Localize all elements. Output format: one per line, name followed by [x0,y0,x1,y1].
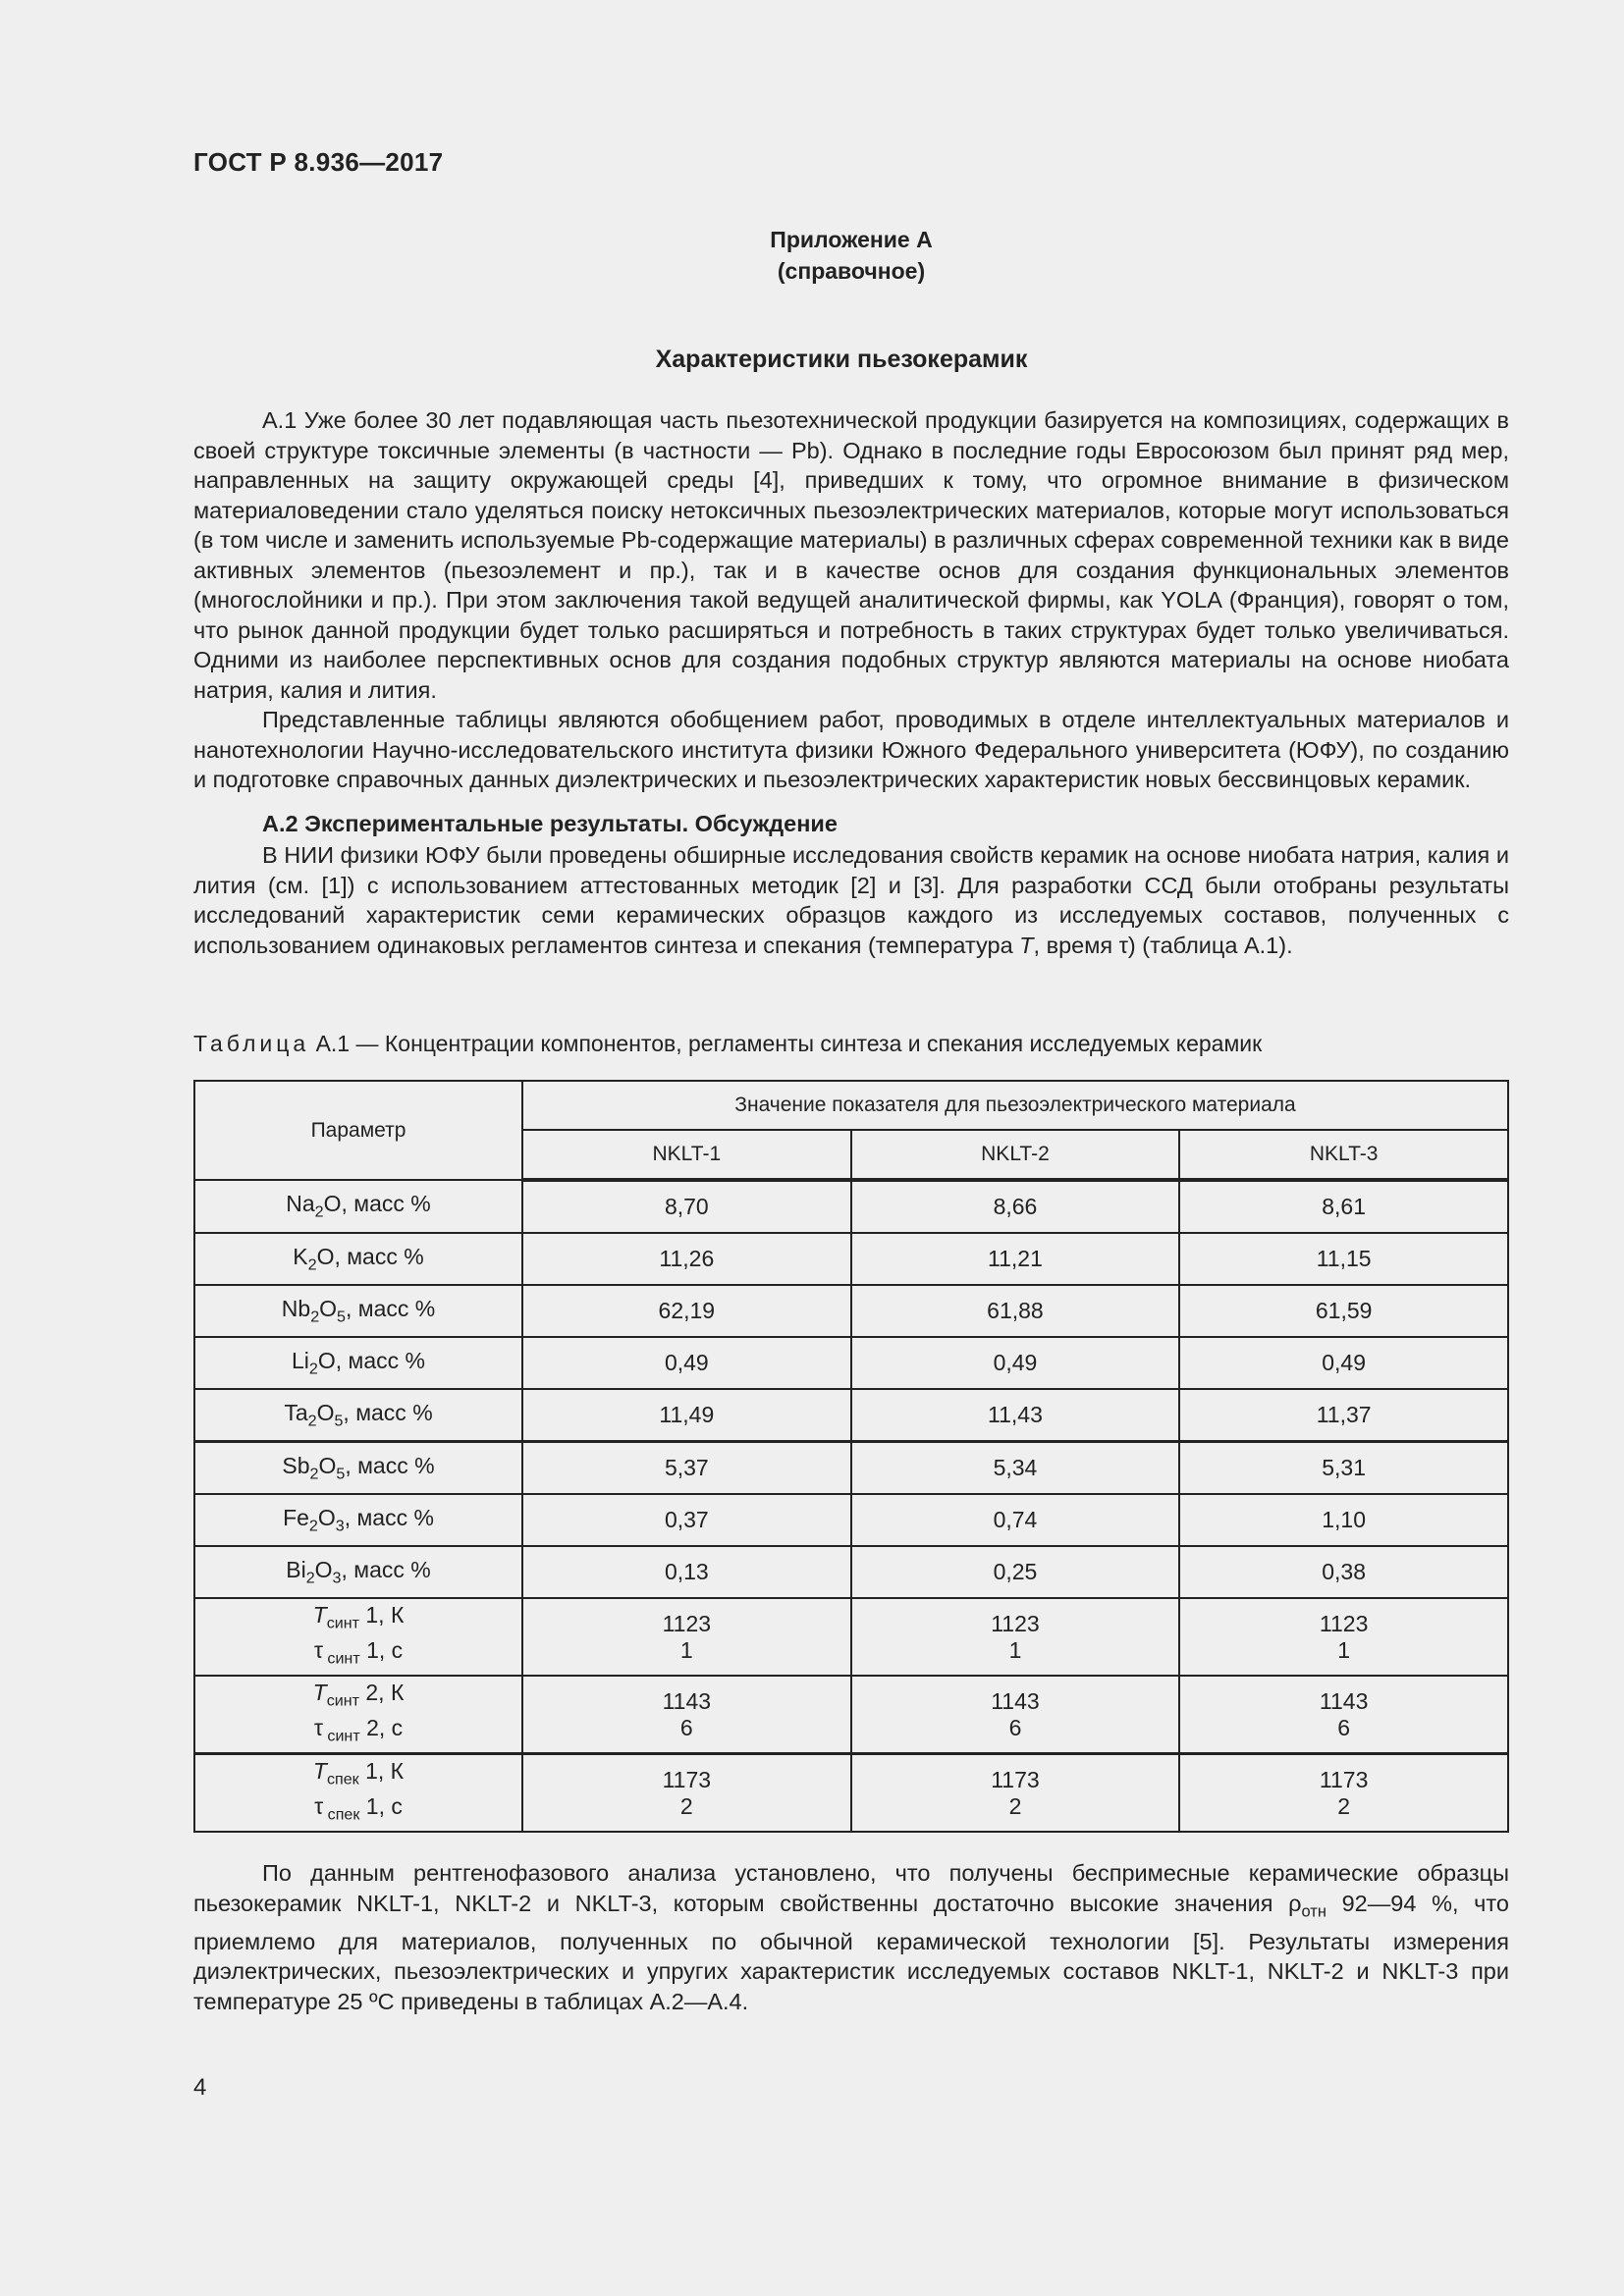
value-cell: 1123 1 [851,1598,1180,1676]
table-caption-label: Таблица [193,1031,310,1056]
value-cell: 8,70 [522,1180,851,1233]
param-cell: $Ta_2O_5$, масс % [194,1389,522,1442]
document-code: ГОСТ Р 8.936—2017 [193,147,444,177]
param-cell: $T_{синт}$ 2, К τ $_{синт}$ 2, с [194,1676,522,1754]
value-cell: 1143 6 [1179,1676,1508,1754]
param-header: Параметр [194,1081,522,1180]
value-cell: 11,26 [522,1233,851,1285]
value-cell: 1143 6 [851,1676,1180,1754]
value-cell: 61,59 [1179,1285,1508,1337]
appendix-heading [0,224,1624,287]
value-cell: 0,38 [1179,1546,1508,1598]
symbol-time: τ [1118,932,1128,958]
paragraph-final [193,1858,1509,2016]
symbol-density: ρ [1288,1890,1302,1916]
table-row [194,1676,1508,1754]
intro-section [193,405,1509,960]
appendix-type: (справочное) [777,258,926,284]
value-cell: 1173 2 [1179,1754,1508,1833]
value-cell: 0,13 [522,1546,851,1598]
param-cell: $Nb_2O_5$, масс % [194,1285,522,1337]
value-cell: 5,34 [851,1442,1180,1495]
value-cell: 11,49 [522,1389,851,1442]
paragraph-final-end: 92—94 %, что приемлемо для материалов, полученных по обычной керамической технологии [5]. Результаты измерения диэлектрических, пьезоэлектрических и упругих характеристик исследуемых составов NKLT-1, NKLT-2 и NKLT-3 при температуре 25 ºС приведены в таблицах А.2—А.4. [193,1890,1509,2014]
paragraph-a2-text: В НИИ физики ЮФУ были проведены обширные исследования свойств керамик на основе ниобата натрия, калия и лития (см. [1]) с использованием аттестованных методик [2] и [3]. Для разработки ССД были отобраны результаты исследований характеристик семи керамических образцов каждого из исследуемых составов, полученных с использованием одинаковых регламентов синтеза и спекания (температура [193,842,1509,958]
column-header: NKLT-1 [522,1130,851,1180]
table-row [194,1337,1508,1389]
value-cell: 0,25 [851,1546,1180,1598]
param-cell: $Na_2O$, масс % [194,1180,522,1233]
value-cell: 62,19 [522,1285,851,1337]
paragraph-final-text: По данным рентгенофазового анализа установлено, что получены беспримесные керамические образцы пьезокерамик NKLT-1, NKLT-2 и NKLT-3, которым свойственны достаточно высокие значения [193,1860,1509,1916]
param-cell: $Bi_2O_3$, масс % [194,1546,522,1598]
group-header: Значение показателя для пьезоэлектрического материала [522,1081,1508,1130]
table-row [194,1546,1508,1598]
value-cell: 1123 1 [1179,1598,1508,1676]
composition-table [193,1080,1509,1833]
table-row [194,1598,1508,1676]
symbol-density-subscript: отн [1301,1902,1326,1921]
table-row [194,1180,1508,1233]
table-row [194,1754,1508,1833]
value-cell: 1173 2 [522,1754,851,1833]
paragraph-a2-mid: , время [1033,932,1119,958]
paragraph-a1-continued: Представленные таблицы являются обобщением работ, проводимых в отделе интеллектуальных материалов и нанотехнологии Научно-исследовательского института физики Южного Федерального университета (ЮФУ), по созданию и подготовке справочных данных диэлектрических и пьезоэлектрических характеристик новых бессвинцовых керамик. [193,707,1509,792]
param-cell: $Li_2O$, масс % [194,1337,522,1389]
param-cell: $Sb_2O_5$, масс % [194,1442,522,1495]
value-cell: 11,43 [851,1389,1180,1442]
paragraph-a2 [193,840,1509,960]
value-cell: 1,10 [1179,1494,1508,1546]
value-cell: 11,21 [851,1233,1180,1285]
symbol-temperature: T [1019,932,1034,958]
table-row [194,1442,1508,1495]
value-cell: 8,66 [851,1180,1180,1233]
value-cell: 11,15 [1179,1233,1508,1285]
value-cell: 61,88 [851,1285,1180,1337]
section-title: Характеристики пьезокерамик [655,346,1028,373]
paragraph-a1: А.1 Уже более 30 лет подавляющая часть пьезотехнической продукции базируется на композициях, содержащих в своей структуре токсичные элементы (в частности — Pb). Однако в последние годы Евросоюзом был принят ряд мер, направленных на защиту окружающей среды [4], приведших к тому, что огромное внимание в физическом материаловедении стало уделяться поиску нетоксичных пьезоэлектрических материалов, которые могут использоваться (в том числе и заменить используемые Pb-содержащие материалы) в различных сферах современной техники как в виде активных элементов (пьезоэлемент и пр.), так и в качестве основ для создания функциональных элементов (многослойники и пр.). При этом заключения такой ведущей аналитической фирмы, как YOLA (Франция), говорят о том, что рынок данной продукции будет только расширяться и потребность в таких структурах будет только увеличиваться. Одними из наиболее перспективных основ для создания подобных структур являются материалы на основе ниобата натрия, калия и лития. [193,407,1509,703]
param-cell: $T_{синт}$ 1, К τ $_{синт}$ 1, с [194,1598,522,1676]
value-cell: 5,37 [522,1442,851,1495]
value-cell: 0,37 [522,1494,851,1546]
param-cell: $K_2O$, масс % [194,1233,522,1285]
table-row [194,1233,1508,1285]
table-row [194,1389,1508,1442]
value-cell: 0,49 [1179,1337,1508,1389]
value-cell: 0,49 [851,1337,1180,1389]
table-row [194,1494,1508,1546]
value-cell: 11,37 [1179,1389,1508,1442]
column-header: NKLT-2 [851,1130,1180,1180]
final-section [193,1858,1509,2016]
value-cell: 5,31 [1179,1442,1508,1495]
table-row [194,1285,1508,1337]
subsection-heading-a2: А.2 Экспериментальные результаты. Обсуждение [262,810,838,836]
value-cell: 1123 1 [522,1598,851,1676]
value-cell: 8,61 [1179,1180,1508,1233]
column-header: NKLT-3 [1179,1130,1508,1180]
appendix-label: Приложение А [770,227,933,252]
value-cell: 1173 2 [851,1754,1180,1833]
page-number: 4 [193,2074,207,2101]
param-cell: $Fe_2O_3$, масс % [194,1494,522,1546]
value-cell: 0,74 [851,1494,1180,1546]
table-caption-text: А.1 — Концентрации компонентов, регламенты синтеза и спекания исследуемых керамик [309,1031,1263,1056]
paragraph-a2-end: ) (таблица А.1). [1127,932,1293,958]
table-caption [193,1031,1262,1057]
param-cell: $T_{спек}$ 1, К τ $_{спек}$ 1, с [194,1754,522,1833]
value-cell: 0,49 [522,1337,851,1389]
value-cell: 1143 6 [522,1676,851,1754]
